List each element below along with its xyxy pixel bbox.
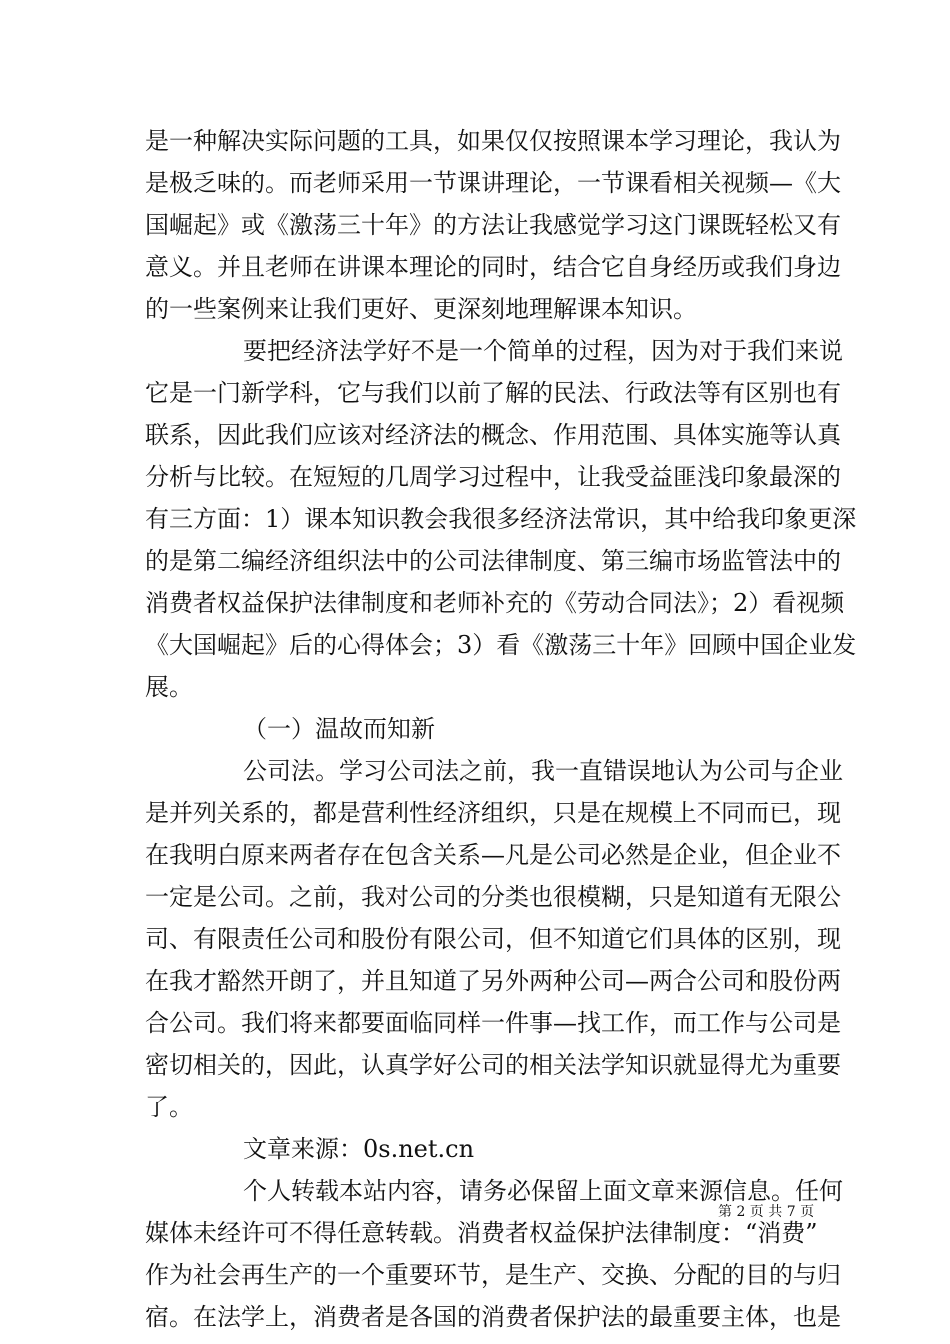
text-line: 公司法。学习公司法之前，我一直错误地认为公司与企业 <box>243 757 843 785</box>
text-line: 要把经济法学好不是一个简单的过程，因为对于我们来说 <box>243 337 843 365</box>
text-line: 了。 <box>145 1093 193 1121</box>
text-line: 一定是公司。之前，我对公司的分类也很模糊，只是知道有无限公 <box>145 883 841 911</box>
text-line: 在我明白原来两者存在包含关系—凡是公司必然是企业，但企业不 <box>145 841 841 869</box>
text-line: 媒体未经许可不得任意转载。消费者权益保护法律制度：“消费” <box>145 1219 818 1247</box>
text-line: 是极乏味的。而老师采用一节课讲理论，一节课看相关视频—《大 <box>145 169 841 197</box>
text-line: 宿。在法学上，消费者是各国的消费者保护法的最重要主体，也是 <box>145 1303 841 1331</box>
text-line: 消费者权益保护法律制度和老师补充的《劳动合同法》；2）看视频 <box>145 589 845 617</box>
text-line: 分析与比较。在短短的几周学习过程中，让我受益匪浅印象最深的 <box>145 463 841 491</box>
text-line: 司、有限责任公司和股份有限公司，但不知道它们具体的区别，现 <box>145 925 841 953</box>
text-line: 的一些案例来让我们更好、更深刻地理解课本知识。 <box>145 295 697 323</box>
text-line: 意义。并且老师在讲课本理论的同时，结合它自身经历或我们身边 <box>145 253 841 281</box>
section-heading: （一）温故而知新 <box>243 715 435 743</box>
text-line: 的是第二编经济组织法中的公司法律制度、第三编市场监管法中的 <box>145 547 841 575</box>
text-line: 有三方面：1）课本知识教会我很多经济法常识，其中给我印象更深 <box>145 505 857 533</box>
text-line: 个人转载本站内容，请务必保留上面文章来源信息。任何 <box>243 1177 843 1205</box>
text-line: 国崛起》或《激荡三十年》的方法让我感觉学习这门课既轻松又有 <box>145 211 841 239</box>
text-line: 密切相关的，因此，认真学好公司的相关法学知识就显得尤为重要 <box>145 1051 841 1079</box>
text-line: 联系，因此我们应该对经济法的概念、作用范围、具体实施等认真 <box>145 421 841 449</box>
text-line: 合公司。我们将来都要面临同样一件事—找工作，而工作与公司是 <box>145 1009 841 1037</box>
text-line: 在我才豁然开朗了，并且知道了另外两种公司—两合公司和股份两 <box>145 967 841 995</box>
text-line: 展。 <box>145 673 193 701</box>
text-line: 是并列关系的，都是营利性经济组织，只是在规模上不同而已，现 <box>145 799 841 827</box>
page-number: 第 2 页 共 7 页 <box>718 1204 815 1220</box>
text-line: 作为社会再生产的一个重要环节，是生产、交换、分配的目的与归 <box>145 1261 841 1289</box>
source-line: 文章来源：0s.net.cn <box>243 1135 475 1163</box>
text-line: 它是一门新学科，它与我们以前了解的民法、行政法等有区别也有 <box>145 379 841 407</box>
text-line: 《大国崛起》后的心得体会；3）看《激荡三十年》回顾中国企业发 <box>145 631 857 659</box>
text-line: 是一种解决实际问题的工具，如果仅仅按照课本学习理论，我认为 <box>145 127 841 155</box>
